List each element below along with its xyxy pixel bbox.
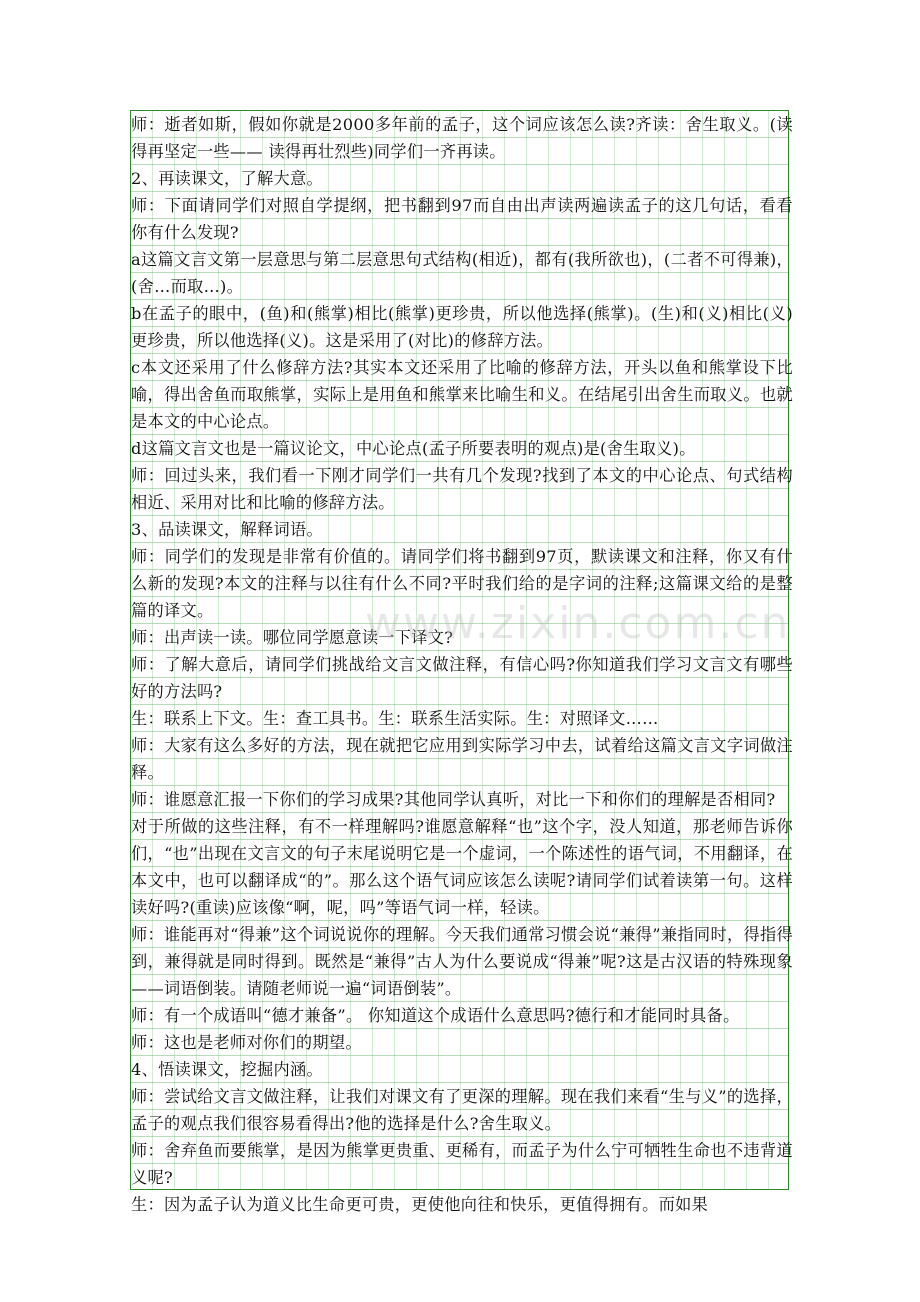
paragraph: 师：谁能再对“得兼”这个词说说你的理解。今天我们通常习惯会说“兼得”兼指同时，得指得到，兼得就是同时得到。既然是“兼得”古人为什么要说成“得兼”呢?这是古汉语的特殊现象——词语倒装。请随老师说一遍“词语倒装”。: [131, 925, 793, 998]
paragraph: 师：有一个成语叫“德才兼备”。 你知道这个成语什么意思吗?德行和才能同时具备。: [131, 1006, 740, 1025]
paragraph: 师：同学们的发现是非常有价值的。请同学们将书翻到97页，默读课文和注释，你又有什么新的发现?本文的注释与以往有什么不同?平时我们给的是字词的注释;这篇课文给的是整篇的译文。: [131, 547, 793, 620]
paragraph: 师：逝者如斯，假如你就是2000多年前的孟子，这个词应该怎么读?齐读：舍生取义。(读得再坚定一些—— 读得再壮烈些)同学们一齐再读。: [131, 115, 793, 161]
paragraph: 生：因为孟子认为道义比生命更可贵，更使他向往和快乐，更值得拥有。而如果: [131, 1195, 709, 1214]
paragraph: 师：下面请同学们对照自学提纲，把书翻到97而自由出声读两遍读孟子的这几句话，看看你有什么发现?: [131, 196, 793, 242]
paragraph: 师：尝试给文言文做注释，让我们对课文有了更深的理解。现在我们来看“生与义”的选择，孟子的观点我们很容易看得出?他的选择是什么?舍生取义。: [131, 1087, 793, 1133]
paragraph: 师：舍弃鱼而要熊掌，是因为熊掌更贵重、更稀有，而孟子为什么宁可牺牲生命也不违背道义呢?: [131, 1141, 793, 1187]
paragraph: 师：了解大意后，请同学们挑战给文言文做注释，有信心吗?你知道我们学习文言文有哪些好的方法吗?: [131, 655, 793, 701]
paragraph: 师：这也是老师对你们的期望。: [131, 1033, 362, 1052]
watermark: www.zixin.com.cn: [365, 598, 791, 649]
paragraph: 师：大家有这么多好的方法，现在就把它应用到实际学习中去，试着给这篇文言文字词做注释。: [131, 736, 793, 782]
document-body: [131, 111, 793, 1214]
paragraph: a这篇文言文第一层意思与第二层意思句式结构(相近)，都有(我所欲也)，(二者不可得兼)，(舍…而取…)。: [131, 250, 793, 296]
section-heading: 4、悟读课文，挖掘内涵。: [131, 1060, 323, 1079]
paragraph: 师：回过头来，我们看一下刚才同学们一共有几个发现?找到了本文的中心论点、句式结构相近、采用对比和比喻的修辞方法。: [131, 466, 793, 512]
paragraph: 生：联系上下文。生：查工具书。生：联系生活实际。生：对照译文……: [131, 709, 659, 728]
paragraph: 师：谁愿意汇报一下你们的学习成果?其他同学认真听，对比一下和你们的理解是否相同?: [131, 790, 776, 809]
paragraph: 对于所做的这些注释，有不一样理解吗?谁愿意解释“也”这个字，没人知道，那老师告诉你们，“也”出现在文言文的句子末尾说明它是一个虚词，一个陈述性的语气词，不用翻译，在本文中，也可以翻译成“的”。那么这个语气词应该怎么读呢?请同学们试着读第一句。这样读好吗?(重读)应该像“啊，呢，吗”等语气词一样，轻读。: [131, 817, 793, 917]
paragraph: c本文还采用了什么修辞方法?其实本文还采用了比喻的修辞方法，开头以鱼和熊掌设下比喻，得出舍鱼而取熊掌，实际上是用鱼和熊掌来比喻生和义。在结尾引出舍生而取义。也就是本文的中心论点。: [131, 358, 793, 431]
paragraph: b在孟子的眼中，(鱼)和(熊掌)相比(熊掌)更珍贵，所以他选择(熊掌)。(生)和(义)相比(义)更珍贵，所以他选择(义)。这是采用了(对比)的修辞方法。: [131, 304, 793, 350]
paragraph: 师：出声读一读。哪位同学愿意读一下译文?: [131, 628, 454, 647]
section-heading: 3、品读课文，解释词语。: [131, 520, 323, 539]
paragraph: d这篇文言文也是一篇议论文，中心论点(孟子所要表明的观点)是(舍生取义)。: [131, 439, 696, 458]
paragraph: 2、再读课文，了解大意。: [131, 169, 323, 188]
